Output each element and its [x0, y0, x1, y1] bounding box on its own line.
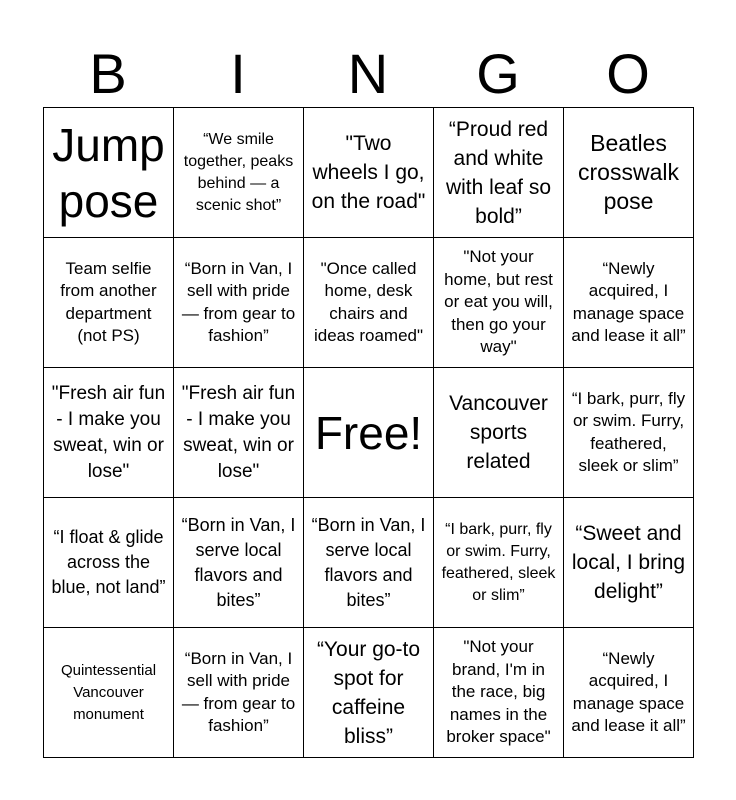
- cell-text: “I bark, purr, fly or swim. Furry, feathered, sleek or slim”: [441, 520, 556, 604]
- bingo-cell-r5c4[interactable]: [434, 628, 564, 758]
- bingo-cell-r5c2[interactable]: [174, 628, 304, 758]
- cell-text: "Fresh air fun - I make you sweat, win or lose": [181, 382, 296, 482]
- cell-text: “Proud red and white with leaf so bold”: [445, 117, 552, 228]
- bingo-cell-r2c4[interactable]: [434, 238, 564, 368]
- bingo-cell-r3c2[interactable]: [174, 368, 304, 498]
- cell-text: "Two wheels I go, on the road": [311, 132, 426, 213]
- bingo-cell-r2c3[interactable]: [304, 238, 434, 368]
- cell-text: "Once called home, desk chairs and ideas roamed": [313, 258, 424, 345]
- title-letter-b: B: [89, 42, 127, 105]
- bingo-cell-r5c5[interactable]: [564, 628, 694, 758]
- cell-text: Vancouver sports related: [449, 392, 548, 473]
- bingo-cell-r5c3[interactable]: [304, 628, 434, 758]
- bingo-cell-r2c5[interactable]: [564, 238, 694, 368]
- bingo-cell-r3c4[interactable]: [434, 368, 564, 498]
- cell-text: “Born in Van, I serve local flavors and bites”: [181, 514, 296, 610]
- title-letter-o: O: [606, 42, 650, 105]
- title-letter-i: I: [230, 42, 246, 105]
- bingo-cell-r2c2[interactable]: [174, 238, 304, 368]
- cell-text: Jump pose: [52, 118, 165, 227]
- bingo-cell-r1c1[interactable]: [44, 108, 174, 238]
- cell-text: “Sweet and local, I bring delight”: [571, 522, 686, 603]
- bingo-cell-r1c3[interactable]: [304, 108, 434, 238]
- bingo-cell-free[interactable]: [304, 368, 434, 498]
- cell-text: “Newly acquired, I manage space and lease it all”: [571, 258, 686, 345]
- bingo-board: [43, 107, 694, 758]
- cell-text: “Born in Van, I sell with pride — from gear to fashion”: [181, 648, 296, 735]
- cell-text: "Not your brand, I'm in the race, big names in the broker space": [446, 637, 551, 747]
- cell-text: “Born in Van, I sell with pride — from gear to fashion”: [181, 258, 296, 345]
- bingo-cell-r4c3[interactable]: [304, 498, 434, 628]
- title-letter-n: N: [347, 42, 389, 105]
- bingo-cell-r1c5[interactable]: [564, 108, 694, 238]
- cell-text: “Born in Van, I serve local flavors and bites”: [311, 514, 426, 610]
- cell-text: Team selfie from another department (not PS): [60, 258, 157, 345]
- cell-text: “I bark, purr, fly or swim. Furry, feathered, sleek or slim”: [571, 388, 686, 475]
- cell-text: “We smile together, peaks behind — a scenic shot”: [183, 130, 294, 214]
- cell-text: Free!: [314, 406, 423, 459]
- cell-text: Quintessential Vancouver monument: [60, 661, 157, 723]
- bingo-cell-r5c1[interactable]: [44, 628, 174, 758]
- cell-text: Beatles crosswalk pose: [578, 130, 679, 214]
- bingo-cell-r4c4[interactable]: [434, 498, 564, 628]
- bingo-cell-r4c2[interactable]: [174, 498, 304, 628]
- bingo-cell-r4c1[interactable]: [44, 498, 174, 628]
- bingo-cell-r2c1[interactable]: [44, 238, 174, 368]
- bingo-title: [43, 40, 693, 108]
- title-letter-g: G: [476, 42, 520, 105]
- cell-text: “I float & glide across the blue, not land”: [51, 527, 166, 597]
- cell-text: "Fresh air fun - I make you sweat, win or lose": [51, 382, 166, 482]
- cell-text: “Your go-to spot for caffeine bliss”: [316, 637, 421, 748]
- bingo-cell-r1c2[interactable]: [174, 108, 304, 238]
- cell-text: “Newly acquired, I manage space and lease it all”: [571, 648, 686, 735]
- bingo-cell-r1c4[interactable]: [434, 108, 564, 238]
- cell-text: "Not your home, but rest or eat you will, then go your way": [444, 247, 553, 357]
- bingo-cell-r3c1[interactable]: [44, 368, 174, 498]
- bingo-cell-r3c5[interactable]: [564, 368, 694, 498]
- bingo-cell-r4c5[interactable]: [564, 498, 694, 628]
